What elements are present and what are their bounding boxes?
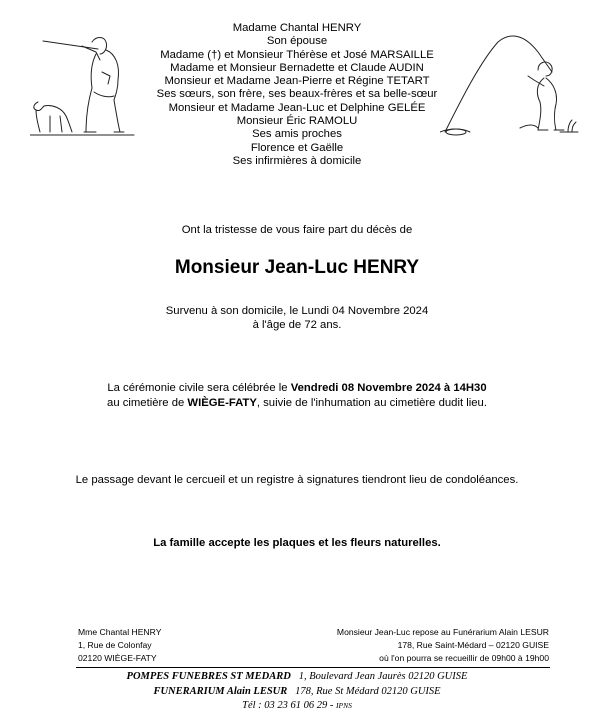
announcement-intro: Ont la tristesse de vous faire part du décès de [181, 224, 413, 236]
footer-phone: Tél : 03 23 61 06 29 - [242, 700, 337, 711]
address-line: Mme Chantal HENRY [78, 627, 162, 637]
ceremony-line-2 [0, 396, 594, 411]
ceremony-date: Vendredi 08 Novembre 2024 à 14H30 [290, 382, 487, 394]
family-line: Son épouse [266, 35, 328, 48]
footer-line-2 [0, 685, 594, 700]
funerarium-line: 178, Rue Saint-Médard – 02120 GUISE [397, 640, 549, 650]
footer-company: POMPES FUNEBRES ST MEDARD [126, 671, 291, 682]
family-line: Florence et Gaëlle [250, 141, 344, 154]
death-details [0, 305, 594, 332]
footer-ipns: IPNS [336, 701, 352, 710]
funeral-home-footer [0, 670, 594, 714]
address-line: 1, Rue de Colonfay [78, 640, 152, 650]
funerarium-info [337, 626, 549, 665]
ceremony-details [0, 381, 594, 411]
family-list [0, 22, 594, 168]
death-age-line: à l'âge de 72 ans. [252, 318, 342, 331]
ceremony-prefix: La cérémonie civile sera célébrée le [107, 382, 291, 394]
footer-line-3 [0, 699, 594, 714]
ceremony-line-1 [0, 381, 594, 396]
family-line: Monsieur Éric RAMOLU [236, 115, 358, 128]
family-line: Ses amis proches [252, 128, 342, 141]
ceremony-place-suffix: , suivie de l'inhumation au cimetière dudit lieu. [256, 397, 487, 409]
footer-funerarium-address: 178, Rue St Médard 02120 GUISE [287, 685, 441, 697]
family-line: Monsieur et Madame Jean-Pierre et Régine TETART [164, 75, 430, 88]
family-line: Monsieur et Madame Jean-Luc et Delphine GELÉE [168, 101, 426, 114]
flowers-note: La famille accepte les plaques et les fleurs naturelles. [153, 537, 441, 549]
address-line: 02120 WIÈGE-FATY [78, 653, 157, 663]
footer-divider [76, 667, 550, 668]
footer-company-address: 1, Boulevard Jean Jaurès 02120 GUISE [290, 671, 468, 682]
ceremony-place-prefix: au cimetière de [107, 397, 188, 409]
ceremony-place: WIÈGE-FATY [187, 397, 257, 409]
condolences-note: Le passage devant le cercueil et un registre à signatures tiendront lieu de condoléances. [75, 474, 519, 486]
funerarium-line: Monsieur Jean-Luc repose au Funérarium Alain LESUR [336, 627, 549, 637]
death-date-line: Survenu à son domicile, le Lundi 04 Novembre 2024 [165, 305, 429, 317]
family-line: Madame et Monsieur Bernadette et Claude AUDIN [170, 61, 424, 74]
family-address [78, 626, 161, 665]
family-line: Ses infirmières à domicile [232, 154, 362, 167]
funerarium-line: où l'on pourra se recueillir de 09h00 à 19h00 [379, 653, 549, 663]
family-line: Madame Chantal HENRY [232, 22, 362, 34]
footer-line-1 [0, 670, 594, 685]
family-line: Madame (†) et Monsieur Thérèse et José MARSAILLE [160, 48, 434, 61]
deceased-name: Monsieur Jean-Luc HENRY [174, 257, 420, 278]
family-line: Ses sœurs, son frère, ses beaux-frères et sa belle-sœur [156, 88, 438, 101]
footer-funerarium: FUNERARIUM Alain LESUR [153, 685, 288, 697]
